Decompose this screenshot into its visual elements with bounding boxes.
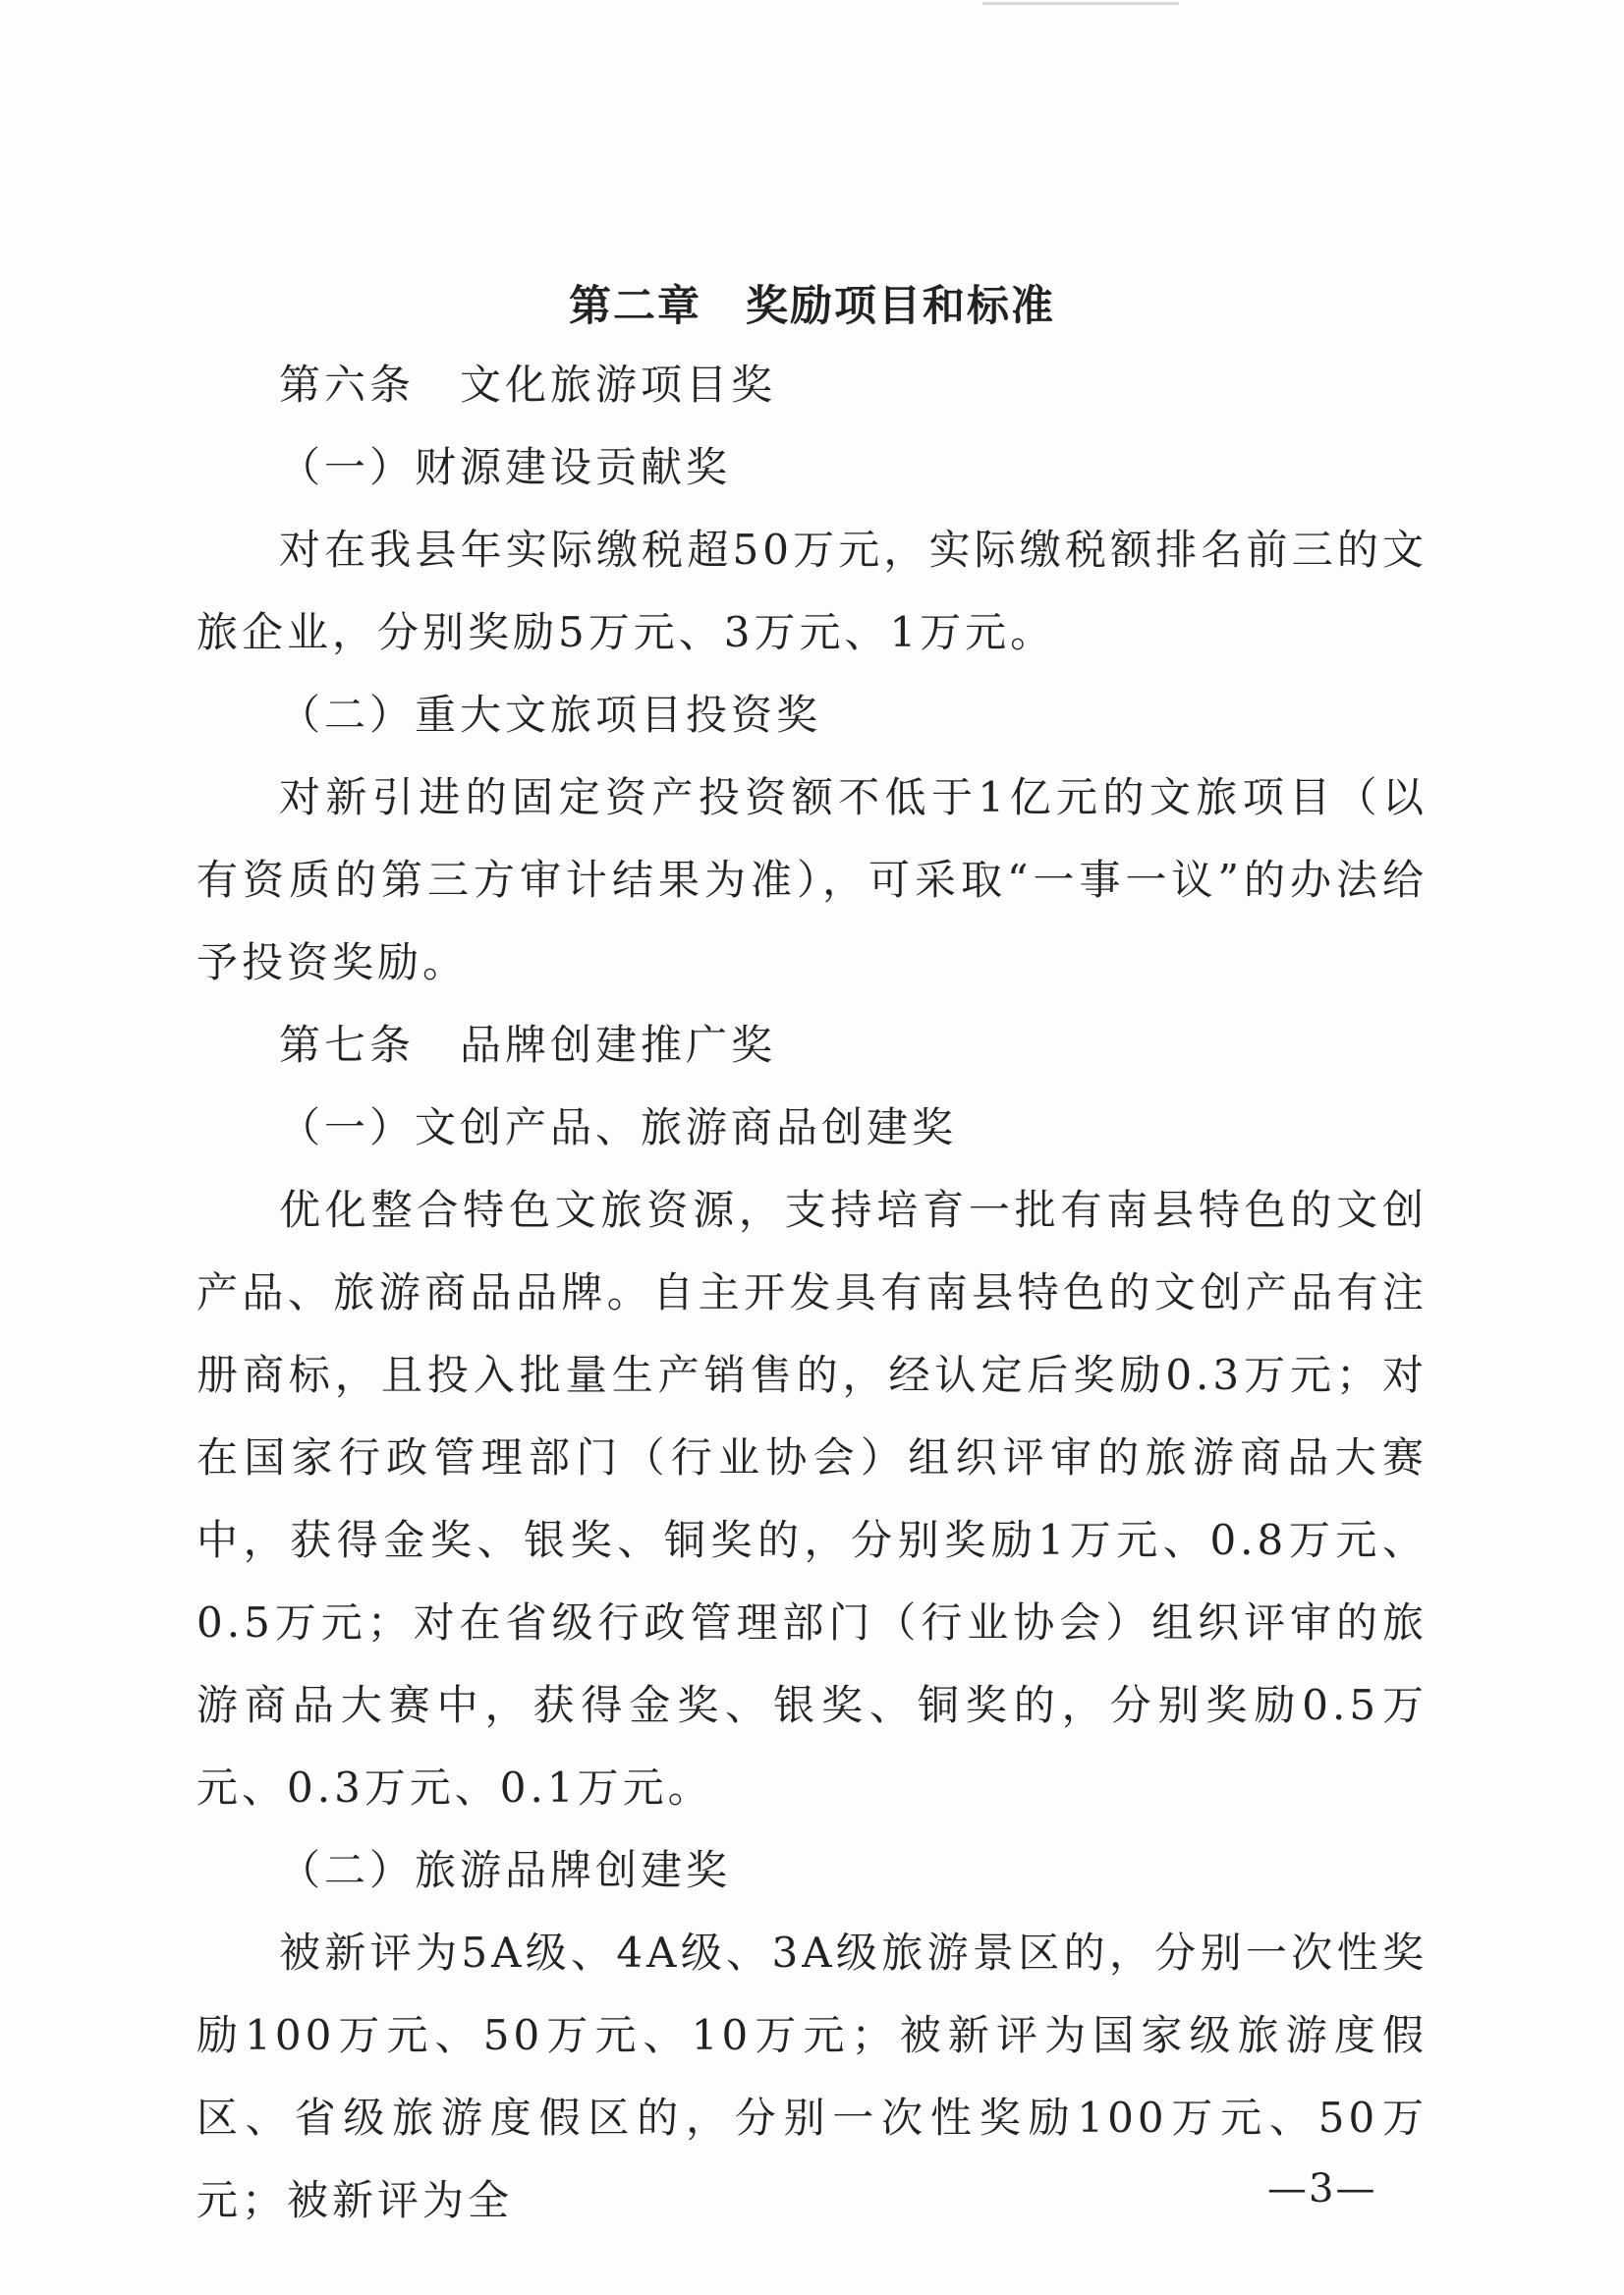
article-7-item-1-heading: （一）文创产品、旅游商品创建奖 [279,1103,958,1151]
article-6-item-1-heading: （一）财源建设贡献奖 [279,443,732,491]
chapter-title: 第二章 奖励项目和标准 [569,282,1055,331]
document-body [196,344,1428,2242]
article-6-item-1-text: 对在我县年实际缴税超50万元，实际缴税额排名前三的文旅企业，分别奖励5万元、3万元、1万元。 [196,526,1428,656]
article-6-item-2-text: 对新引进的固定资产投资额不低于1亿元的文旅项目（以有资质的第三方审计结果为准），可采取“一事一议”的办法给予投资奖励。 [196,773,1428,986]
scan-artifact [982,2,1179,5]
article-6-item-2-heading: （二）重大文旅项目投资奖 [279,691,822,739]
article-6-heading: 第六条 文化旅游项目奖 [279,361,777,409]
article-7-item-2-heading: （二）旅游品牌创建奖 [279,1846,732,1894]
page-number: —3— [1267,2166,1377,2211]
article-7-item-1-text: 优化整合特色文旅资源，支持培育一批有南县特色的文创产品、旅游商品品牌。自主开发具有南县特色的文创产品有注册商标，且投入批量生产销售的，经认定后奖励0.3万元；对在国家行政管理部门（行业协会）组织评审的旅游商品大赛中，获得金奖、银奖、铜奖的，分别奖励1万元、0.8万元、0.5万元；对在省级行政管理部门（行业协会）组织评审的旅游商品大赛中，获得金奖、银奖、铜奖的，分别奖励0.5万元、0.3万元、0.1万元。 [196,1186,1428,1812]
article-7-item-2-text: 被新评为5A级、4A级、3A级旅游景区的，分别一次性奖励100万元、50万元、10万元；被新评为国家级旅游度假区、省级旅游度假区的，分别一次性奖励100万元、50万元；被新评为全 [196,1929,1428,2224]
article-7-heading: 第七条 品牌创建推广奖 [279,1021,777,1069]
